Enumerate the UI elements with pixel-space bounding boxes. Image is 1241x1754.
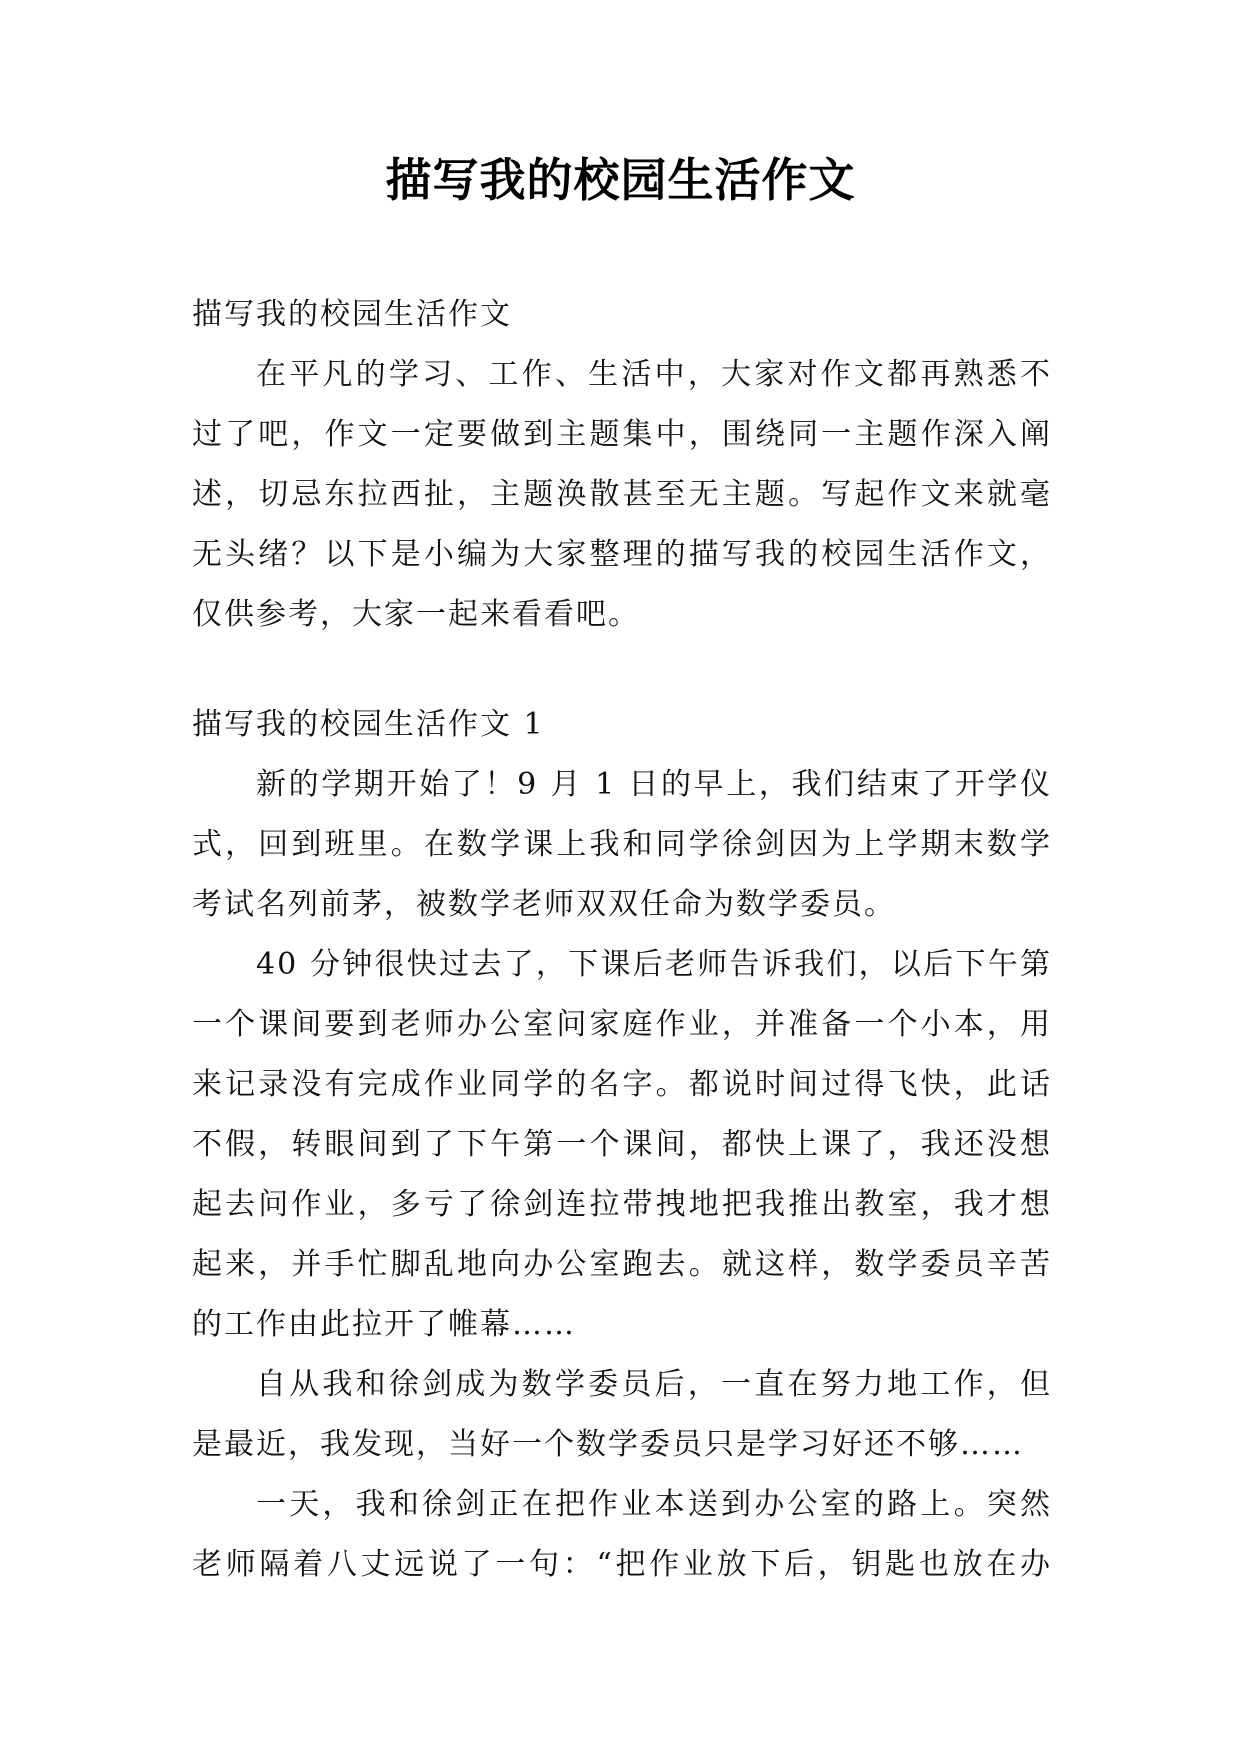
paragraph-line: 老师隔着八丈远说了一句：“把作业放下后，钥匙也放在办 xyxy=(192,1547,1052,1582)
document-title: 描写我的校园生活作文 xyxy=(385,153,856,207)
paragraph-line: 来记录没有完成作业同学的名字。都说时间过得飞快，此话 xyxy=(192,1067,1052,1102)
paragraph-line: 不假，转眼间到了下午第一个课间，都快上课了，我还没想 xyxy=(192,1127,1052,1162)
section-gap xyxy=(192,645,1052,695)
paragraph-line: 考试名列前茅，被数学老师双双任命为数学委员。 xyxy=(192,887,896,922)
paragraph-line: 起来，并手忙脚乱地向办公室跑去。就这样，数学委员辛苦 xyxy=(192,1247,1052,1282)
paragraph-line: 过了吧，作文一定要做到主题集中，围绕同一主题作深入阐 xyxy=(192,417,1052,452)
paragraph-line: 无头绪？以下是小编为大家整理的描写我的校园生活作文， xyxy=(192,537,1052,572)
document-body xyxy=(192,285,1052,1595)
paragraph-line: 仅供参考，大家一起来看看吧。 xyxy=(192,597,640,632)
paragraph-line: 40 分钟很快过去了，下课后老师告诉我们，以后下午第 xyxy=(256,947,1052,982)
paragraph-4 xyxy=(192,1475,1052,1595)
paragraph-line: 一个课间要到老师办公室问家庭作业，并准备一个小本，用 xyxy=(192,1007,1052,1042)
paragraph-line: 一天，我和徐剑正在把作业本送到办公室的路上。突然 xyxy=(256,1487,1052,1522)
paragraph-3 xyxy=(192,1355,1052,1475)
paragraph-line: 新的学期开始了！9 月 1 日的早上，我们结束了开学仪 xyxy=(256,767,1052,802)
paragraph-line: 述，切忌东拉西扯，主题涣散甚至无主题。写起作文来就毫 xyxy=(192,477,1052,512)
paragraph-2 xyxy=(192,935,1052,1355)
paragraph-1 xyxy=(192,755,1052,935)
section-heading: 描写我的校园生活作文 1 xyxy=(192,707,545,742)
paragraph-line: 起去问作业，多亏了徐剑连拉带拽地把我推出教室，我才想 xyxy=(192,1187,1052,1222)
paragraph-line: 是最近，我发现，当好一个数学委员只是学习好还不够…… xyxy=(192,1427,1024,1462)
intro-paragraph xyxy=(192,345,1052,645)
paragraph-line: 在平凡的学习、工作、生活中，大家对作文都再熟悉不 xyxy=(256,357,1052,392)
paragraph-line: 式，回到班里。在数学课上我和同学徐剑因为上学期末数学 xyxy=(192,827,1052,862)
intro-heading: 描写我的校园生活作文 xyxy=(192,297,512,332)
paragraph-line: 自从我和徐剑成为数学委员后，一直在努力地工作，但 xyxy=(256,1367,1052,1402)
paragraph-line: 的工作由此拉开了帷幕…… xyxy=(192,1307,576,1342)
